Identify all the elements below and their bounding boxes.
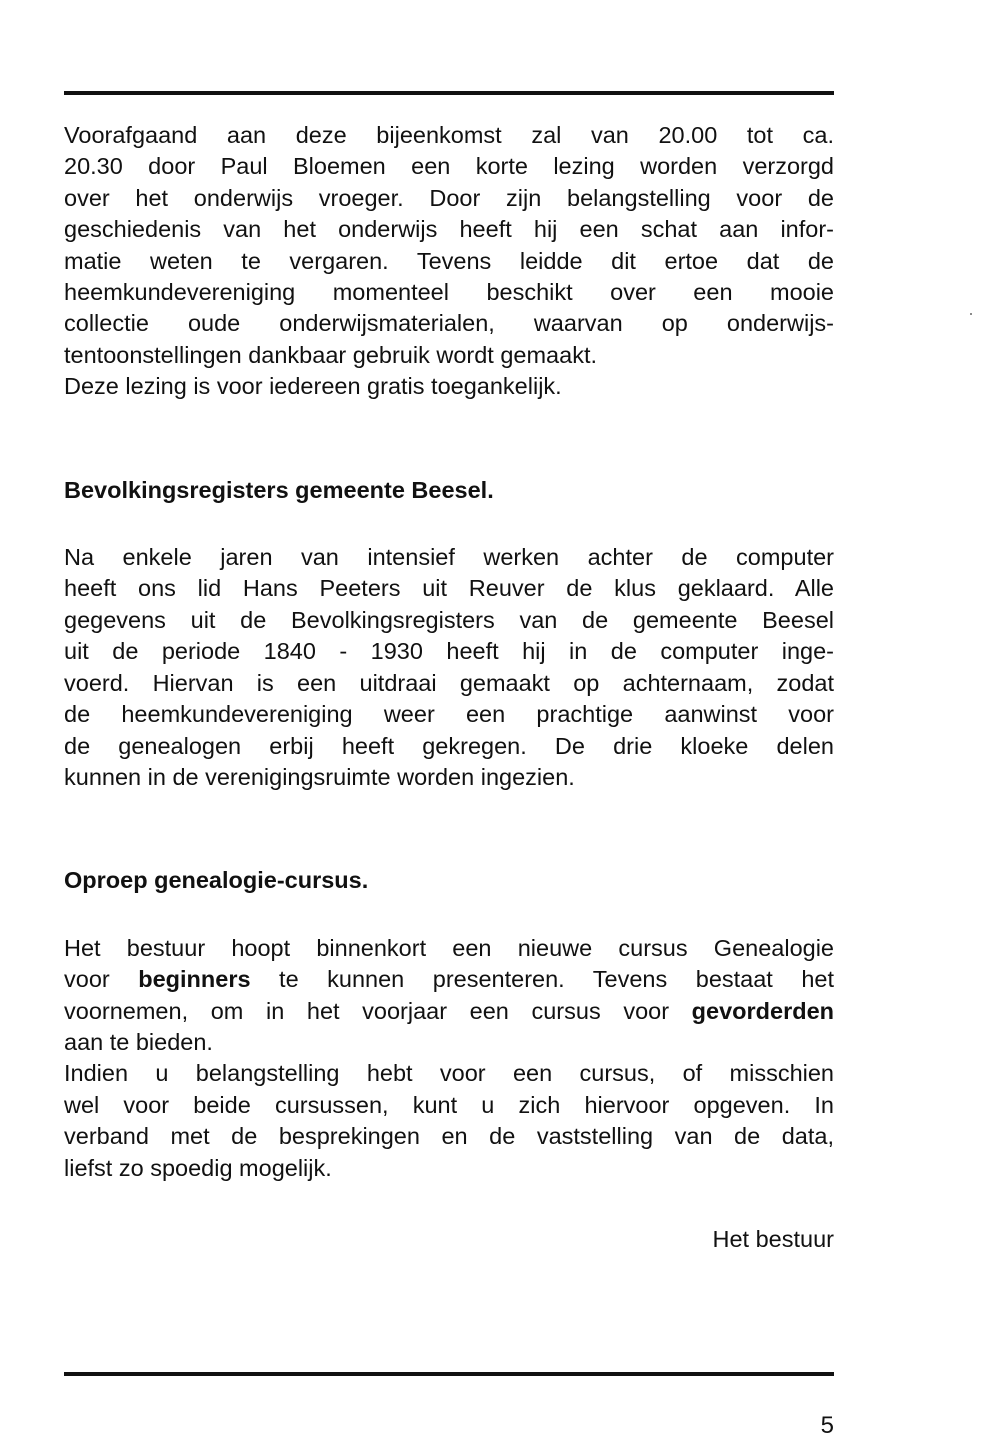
registers-line: uit de periode 1840 - 1930 heeft hij in de computer inge- [64,638,834,665]
intro-line: heemkundevereniging momenteel beschikt over een mooie [64,279,834,306]
section-heading-course: Oproep genealogie-cursus. [64,867,369,894]
registers-line: heeft ons lid Hans Peeters uit Reuver de klus geklaard. Alle [64,575,834,602]
intro-line: collectie oude onderwijsmaterialen, waarvan op onderwijs- [64,310,834,337]
scan-speck [970,313,972,315]
course-line: Het bestuur hoopt binnenkort een nieuwe cursus Genealogie [64,934,834,961]
emphasis-beginners: beginners [138,966,251,993]
course-line: wel voor beide cursussen, kunt u zich hiervoor opgeven. In [64,1091,834,1118]
signature: Het bestuur [712,1225,834,1252]
intro-line: geschiedenis van het onderwijs heeft hij een schat aan infor- [64,216,834,243]
intro-closing: Deze lezing is voor iedereen gratis toegankelijk. [64,373,562,400]
course-paragraph-1 [64,933,834,1059]
course-line: Indien u belangstelling hebt voor een cursus, of misschien [64,1060,834,1087]
registers-line: de genealogen erbij heeft gekregen. De drie kloeke delen [64,732,834,759]
registers-line: voerd. Hiervan is een uitdraai gemaakt op achternaam, zodat [64,669,834,696]
registers-line: Na enkele jaren van intensief werken achter de computer [64,544,834,571]
intro-line: matie weten te vergaren. Tevens leidde dit ertoe dat de [64,247,834,274]
course-line: aan te bieden. [64,1028,213,1055]
registers-paragraph [64,542,834,793]
intro-line: Voorafgaand aan deze bijeenkomst zal van 20.00 tot ca. [64,122,834,148]
registers-line: kunnen in de verenigingsruimte worden ingezien. [64,763,575,790]
registers-line: de heemkundevereniging weer een prachtige aanwinst voor [64,701,834,728]
course-line: voor beginners te kunnen presenteren. Tevens bestaat het [64,966,835,993]
course-paragraph-2 [64,1058,834,1184]
intro-line: over het onderwijs vroeger. Door zijn belangstelling voor de [64,184,834,211]
emphasis-gevorderden: gevorderden [691,997,834,1024]
intro-line: 20.30 door Paul Bloemen een korte lezing worden verzorgd [64,153,834,180]
bottom-rule [64,1372,834,1376]
intro-paragraph [64,120,834,403]
registers-line: gegevens uit de Bevolkingsregisters van de gemeente Beesel [64,606,834,633]
section-heading-registers: Bevolkingsregisters gemeente Beesel. [64,476,494,503]
course-line: voornemen, om in het voorjaar een cursus voor gevorderden [64,997,834,1024]
intro-line: tentoonstellingen dankbaar gebruik wordt gemaakt. [64,341,598,368]
course-line: verband met de besprekingen en de vaststelling van de data, [64,1123,834,1150]
top-rule [64,91,834,95]
page-number: 5 [820,1412,834,1439]
course-line: liefst zo spoedig mogelijk. [64,1154,332,1181]
page-content [64,120,834,1255]
